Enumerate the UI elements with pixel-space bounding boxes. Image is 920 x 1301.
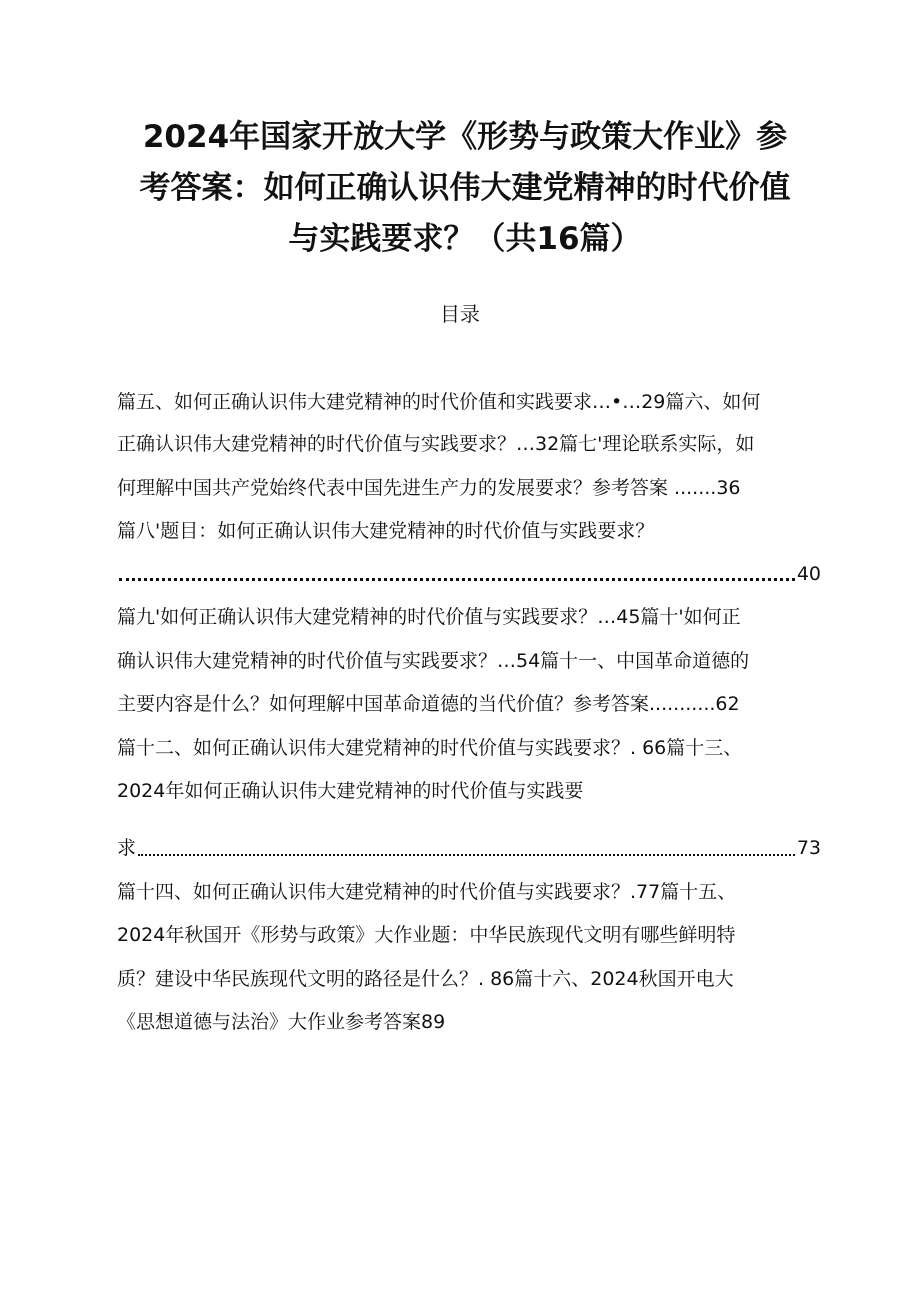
toc-line: 2024年如何正确认识伟大建党精神的时代价值与实践要 (117, 780, 584, 802)
title-line: 2024年国家开放大学《形势与政策大作业》参 (142, 119, 788, 155)
toc-line: 主要内容是什么？如何理解中国革命道德的当代价值？参考答案...........62 (117, 693, 740, 715)
toc-page-number: 73 (796, 837, 821, 859)
toc-line: 篇五、如何正确认识伟大建党精神的时代价值和实践要求…•…29篇六、如何 (117, 391, 761, 413)
toc-page-number: 40 (796, 563, 821, 585)
dot-leader (119, 578, 795, 581)
toc-line: 篇八'题目：如何正确认识伟大建党精神的时代价值与实践要求？ (117, 520, 655, 542)
title-line: 考答案：如何正确认识伟大建党精神的时代价值 (139, 170, 791, 206)
toc-line: 何理解中国共产党始终代表中国先进生产力的发展要求？参考答案 .......36 (117, 477, 741, 499)
toc-line: 2024年秋国开《形势与政策》大作业题：中华民族现代文明有哪些鲜明特 (117, 924, 736, 946)
toc-fill-line (117, 560, 821, 588)
toc-fill-line (117, 834, 821, 862)
toc-heading: 目录 (440, 302, 480, 326)
toc-line: 质？建设中华民族现代文明的路径是什么？. 86篇十六、2024秋国开电大 (117, 968, 734, 990)
toc-line: 篇十四、如何正确认识伟大建党精神的时代价值与实践要求？.77篇十五、 (117, 881, 737, 903)
toc-line: 篇十二、如何正确认识伟大建党精神的时代价值与实践要求？. 66篇十三、 (117, 737, 743, 759)
toc-line: 正确认识伟大建党精神的时代价值与实践要求？…32篇七'理论联系实际，如 (117, 433, 755, 455)
toc-fill-prefix: 求 (117, 837, 137, 859)
document-title (110, 112, 820, 265)
toc-line: 《思想道德与法治》大作业参考答案89 (117, 1011, 446, 1033)
title-line: 与实践要求？（共16篇） (288, 221, 642, 257)
toc-line: 篇九'如何正确认识伟大建党精神的时代价值与实践要求？…45篇十'如何正 (117, 606, 741, 628)
dot-leader (138, 854, 795, 856)
toc-line: 确认识伟大建党精神的时代价值与实践要求？…54篇十一、中国革命道德的 (117, 650, 750, 672)
